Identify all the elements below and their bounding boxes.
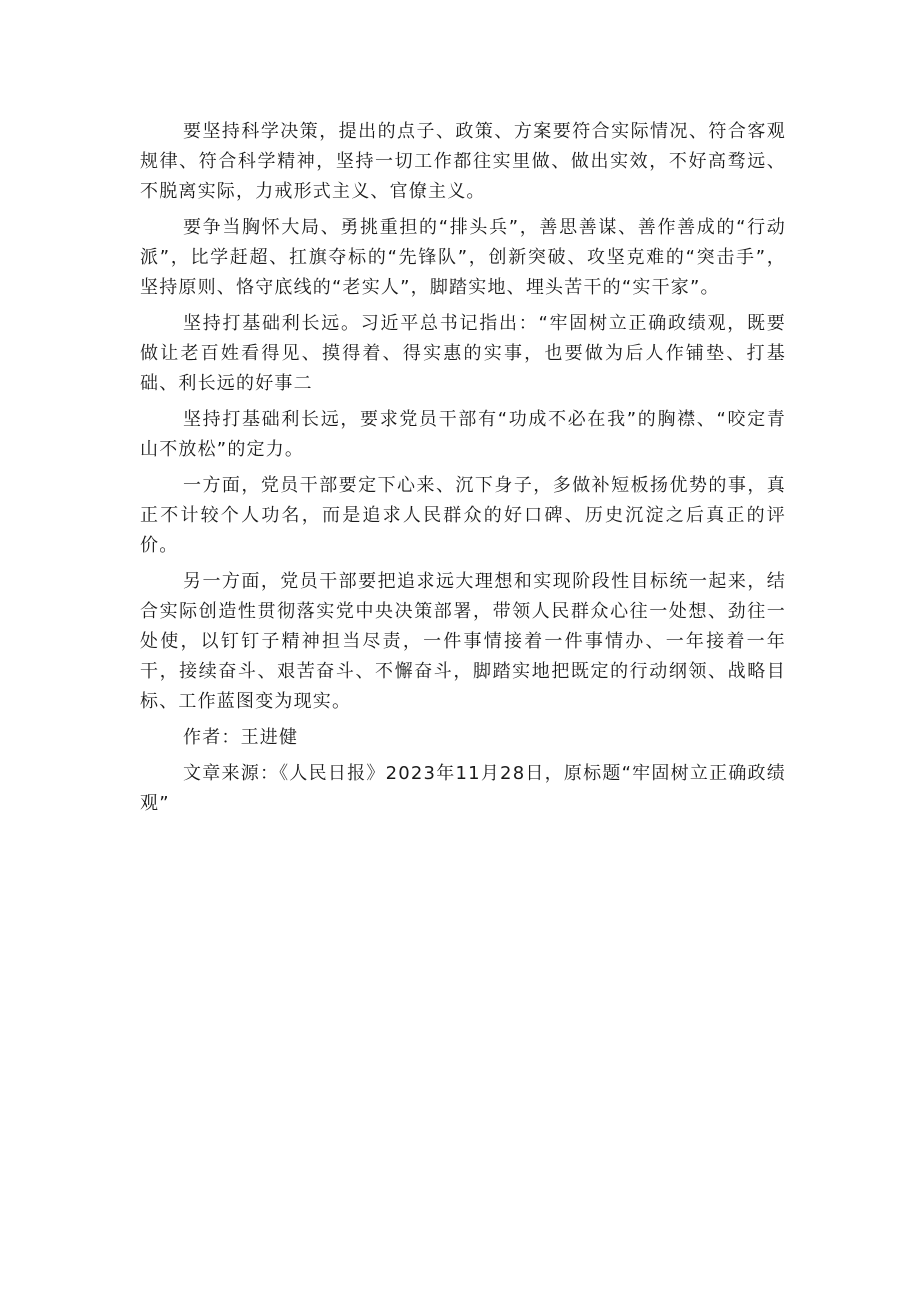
paragraph-role-models: 要争当胸怀大局、勇挑重担的“排头兵”，善思善谋、善作善成的“行动派”，比学赶超、扛旗夺标的“先锋队”，创新突破、攻坚克难的“突击手”，坚持原则、恪守底线的“老实人”，脚踏实地、埋头苦干的“实干家”。 (140, 217, 786, 298)
paragraph-other-hand: 另一方面，党员干部要把追求远大理想和实现阶段性目标统一起来，结合实际创造性贯彻落实党中央决策部署，带领人民群众心往一处想、劲往一处使，以钉钉子精神担当尽责，一件事情接着一件事情办、一年接着一年干，接续奋斗、艰苦奋斗、不懈奋斗，脚踏实地把既定的行动纲领、战略目标、工作蓝图变为现实。 (140, 571, 786, 712)
source-line: 文章来源：《人民日报》2023年11月28日，原标题“牢固树立正确政绩观” (140, 763, 786, 814)
paragraph-one-hand: 一方面，党员干部要定下心来、沉下身子，多做补短板扬优势的事，真正不计较个人功名，而是追求人民群众的好口碑、历史沉淀之后真正的评价。 (140, 475, 786, 556)
paragraph-mindset: 坚持打基础利长远，要求党员干部有“功成不必在我”的胸襟、“咬定青山不放松”的定力。 (140, 409, 786, 460)
paragraph-foundation-quote: 坚持打基础利长远。习近平总书记指出：“牢固树立正确政绩观，既要做让老百姓看得见、摸得着、得实惠的实事，也要做为后人作铺垫、打基础、利长远的好事二 (140, 313, 786, 394)
author-line: 作者：王进健 (183, 727, 299, 748)
article-body (140, 117, 786, 825)
paragraph-scientific-decision: 要坚持科学决策，提出的点子、政策、方案要符合实际情况、符合客观规律、符合科学精神，坚持一切工作都往实里做、做出实效，不好高骛远、不脱离实际，力戒形式主义、官僚主义。 (140, 121, 786, 202)
